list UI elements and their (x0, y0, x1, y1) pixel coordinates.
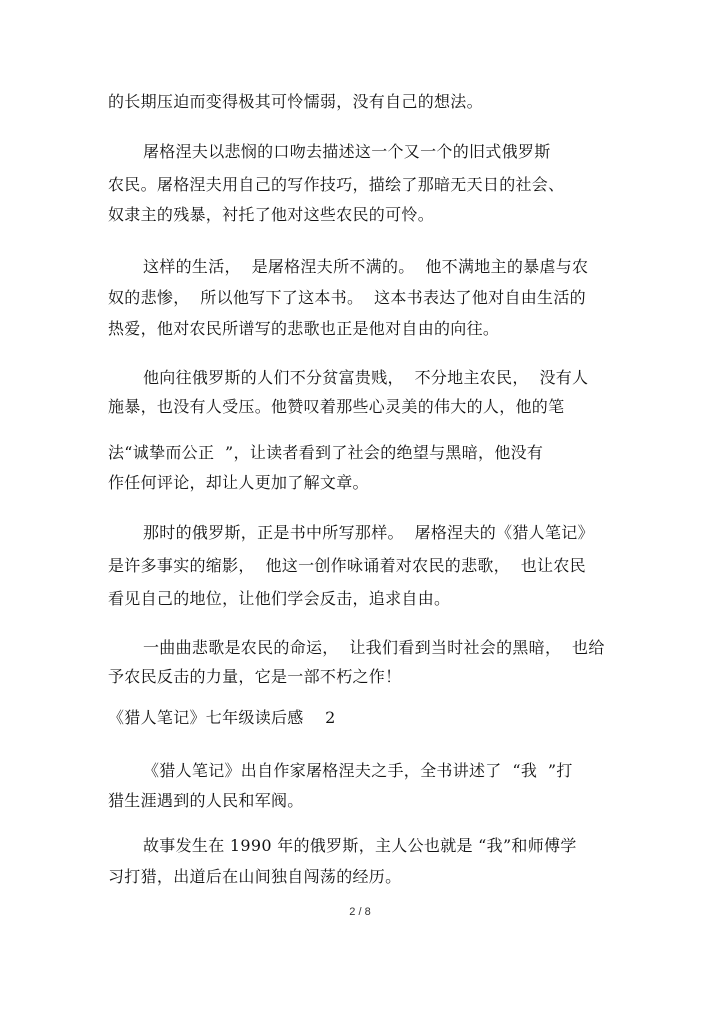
paragraph-line: 看见自己的地位，让他们学会反击，追求自由。 (108, 589, 451, 608)
paragraph-line: 猎生涯遇到的人民和军阀。 (108, 791, 304, 810)
paragraph-line: 农民。屠格涅夫用自己的写作技巧，描绘了那暗无天日的社会、 (108, 175, 565, 194)
paragraph-line: 热爱，他对农民所谱写的悲歌也正是他对自由的向往。 (108, 319, 500, 338)
page-number: 2 / 8 (349, 906, 371, 918)
paragraph-line: 施暴，也没有人受压。他赞叹着那些心灵美的伟大的人，他的笔 (108, 397, 565, 416)
paragraph-line: 这样的生活， 是屠格涅夫所不满的。 他不满地主的暴虐与农 (143, 257, 589, 276)
paragraph-line: 屠格涅夫以悲悯的口吻去描述这一个又一个的旧式俄罗斯 (143, 142, 551, 161)
paragraph-line: 的长期压迫而变得极其可怜懦弱，没有自己的想法。 (108, 92, 483, 111)
paragraph-line: 作任何评论，却让人更加了解文章。 (108, 473, 369, 492)
paragraph-line: 予农民反击的力量，它是一部不朽之作！ (108, 667, 402, 686)
paragraph-line: 故事发生在 1990 年的俄罗斯，主人公也就是 “我”和师傅学 (143, 836, 577, 855)
paragraph-line: 是许多事实的缩影， 他这一创作咏诵着对农民的悲歌， 也让农民 (108, 556, 586, 575)
paragraph-line: 一曲曲悲歌是农民的命运， 让我们看到当时社会的黑暗， 也给 (143, 638, 605, 657)
paragraph-line: 他向往俄罗斯的人们不分贫富贵贱， 不分地主农民， 没有人 (143, 368, 589, 387)
paragraph-line: 习打猎，出道后在山间独自闯荡的经历。 (108, 867, 402, 886)
paragraph-line: 奴隶主的残暴，衬托了他对这些农民的可怜。 (108, 205, 435, 224)
section-heading: 《猎人笔记》七年级读后感 2 (108, 708, 336, 727)
paragraph-line: 《猎人笔记》出自作家屠格涅夫之手，全书讲述了 “我 ”打 (143, 761, 573, 780)
paragraph-line: 法“诚挚而公正 ”，让读者看到了社会的绝望与黑暗，他没有 (108, 443, 544, 462)
paragraph-line: 奴的悲惨， 所以他写下了这本书。 这本书表达了他对自由生活的 (108, 288, 586, 307)
paragraph-line: 那时的俄罗斯，正是书中所写那样。 屠格涅夫的《猎人笔记》 (143, 523, 594, 542)
